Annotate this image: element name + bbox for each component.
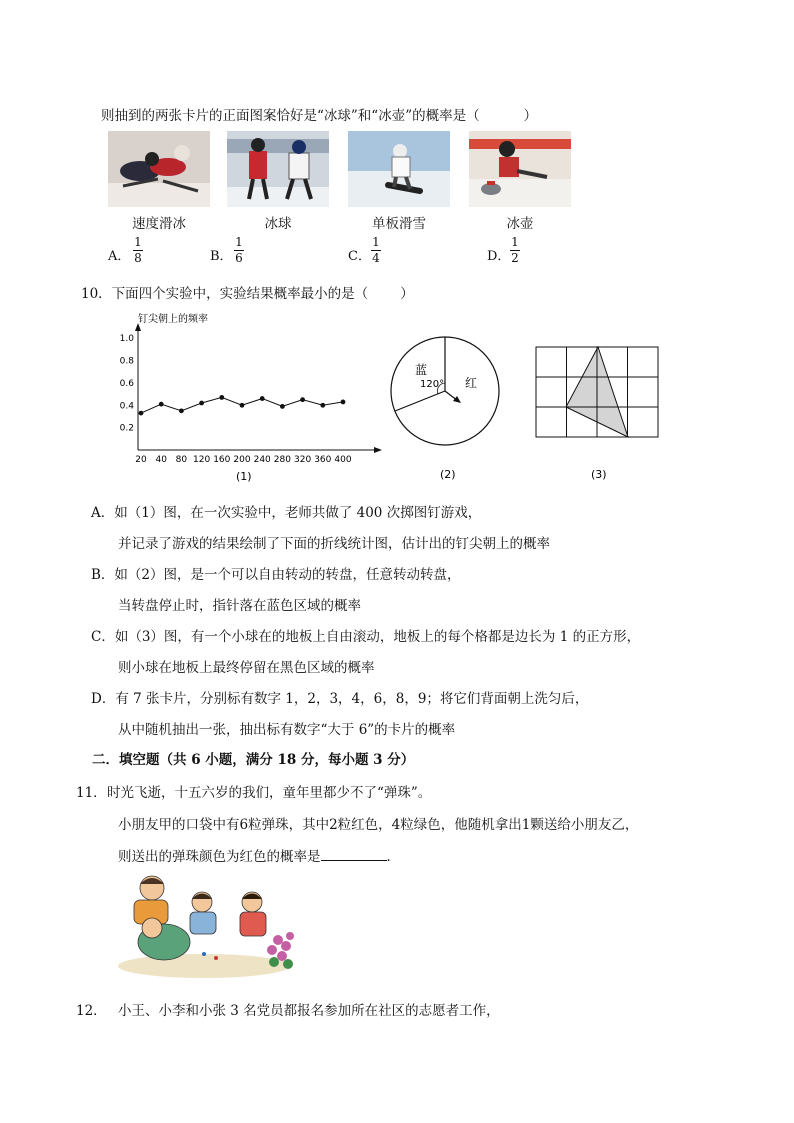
option-b-label: B． (210, 249, 233, 264)
x-tick-label: 360 (314, 455, 332, 465)
x-tick-label: 280 (273, 455, 291, 465)
fig1-caption: (1) (236, 470, 252, 482)
option-b-fraction: 1 6 (235, 235, 243, 265)
q10-option-b: B．如（2）图，是一个可以自由转动的转盘，任意转动转盘， (91, 567, 461, 583)
ice-hockey-photo (227, 131, 329, 207)
x-tick-label: 200 (233, 455, 251, 465)
frequency-line-chart (110, 310, 390, 482)
data-point (341, 400, 346, 405)
option-d-label: D． (487, 249, 511, 264)
q10-option-c: C．如（3）图，有一个小球在的地板上自由滚动，地板上的每个格都是边长为 1 的正方形， (91, 629, 641, 645)
data-point (280, 404, 285, 409)
x-tick-label: 400 (334, 455, 352, 465)
option-d-fraction: 1 2 (511, 235, 519, 265)
q9-stem: 则抽到的两张卡片的正面图案恰好是“冰球”和“冰壶”的概率是（ ） (101, 108, 538, 124)
data-point (240, 403, 245, 408)
x-tick-label: 120 (193, 455, 211, 465)
snowboard-photo (348, 131, 450, 207)
card-caption: 冰壶 (506, 216, 534, 232)
card-caption: 冰球 (264, 216, 292, 232)
q10-option-a: A．如（1）图，在一次实验中，老师共做了 400 次掷图钉游戏， (91, 505, 482, 521)
data-point (159, 402, 164, 407)
chart-ylabel: 钉尖朝上的频率 (138, 314, 208, 325)
x-tick-label: 40 (155, 455, 167, 465)
q10-option-d: D．有 7 张卡片，分别标有数字 1，2，3，4，6，8，9；将它们背面朝上洗匀后， (91, 691, 589, 707)
q11-line2: 小朋友甲的口袋中有6粒弹珠，其中2粒红色，4粒绿色，他随机拿出1颗送给小朋友乙， (118, 817, 639, 833)
speed-skating-photo (108, 131, 210, 207)
q12-number: 12． (76, 1003, 107, 1019)
q10-option-a-cont: 并记录了游戏的结果绘制了下面的折线统计图，估计出的钉尖朝上的概率 (118, 536, 550, 552)
q12-line1: 小王、小李和小张 3 名党员都报名参加所在社区的志愿者工作， (118, 1003, 500, 1019)
option-a-label: A． (108, 249, 131, 264)
data-point (179, 408, 184, 413)
option-c-fraction: 1 4 (372, 235, 380, 265)
fig2-caption: (2) (440, 468, 456, 480)
card-caption: 单板滑雪 (372, 216, 426, 232)
children-marbles-illustration (112, 866, 296, 982)
x-tick-label: 20 (135, 455, 147, 465)
curling-photo (469, 131, 571, 207)
grid-figure (535, 345, 661, 481)
data-point (320, 403, 325, 408)
x-tick-label: 160 (213, 455, 231, 465)
q11-line3: 则送出的弹珠颜色为红色的概率是 ． (118, 849, 400, 865)
q11-line1: 时光飞逝，十五六岁的我们，童年里都少不了“弹珠”。 (107, 785, 432, 801)
x-tick-label: 80 (175, 455, 188, 465)
data-point (219, 395, 224, 400)
y-tick-label: 0.6 (119, 378, 134, 389)
y-tick-label: 0.2 (119, 423, 134, 434)
blue-region-label: 蓝 (415, 363, 428, 377)
spinner-figure (388, 334, 506, 480)
data-point (260, 396, 265, 401)
red-region-label: 红 (465, 376, 478, 390)
q11-number: 11． (76, 785, 107, 801)
answer-blank (321, 848, 387, 861)
data-point (300, 397, 305, 402)
y-tick-label: 0.8 (119, 356, 134, 367)
data-point (199, 401, 204, 406)
q10-option-c-cont: 则小球在地板上最终停留在黑色区域的概率 (118, 660, 375, 676)
section-heading: 二．填空题（共 6 小题，满分 18 分，每小题 3 分） (92, 752, 415, 768)
y-tick-label: 1.0 (119, 334, 134, 345)
angle-label: 120° (420, 379, 445, 390)
x-tick-label: 240 (253, 455, 271, 465)
q10-stem: 10．下面四个实验中，实验结果概率最小的是（ ） (81, 286, 414, 302)
y-tick-label: 0.4 (119, 401, 134, 412)
data-point (139, 411, 144, 416)
x-tick-label: 320 (294, 455, 312, 465)
q10-option-d-cont: 从中随机抽出一张，抽出标有数字“大于 6”的卡片的概率 (118, 722, 456, 738)
option-a-fraction: 1 8 (134, 235, 142, 265)
q10-option-b-cont: 当转盘停止时，指针落在蓝色区域的概率 (118, 598, 361, 614)
card-caption: 速度滑冰 (132, 216, 186, 232)
fig3-caption: (3) (591, 468, 607, 481)
option-c-label: C． (348, 249, 371, 264)
